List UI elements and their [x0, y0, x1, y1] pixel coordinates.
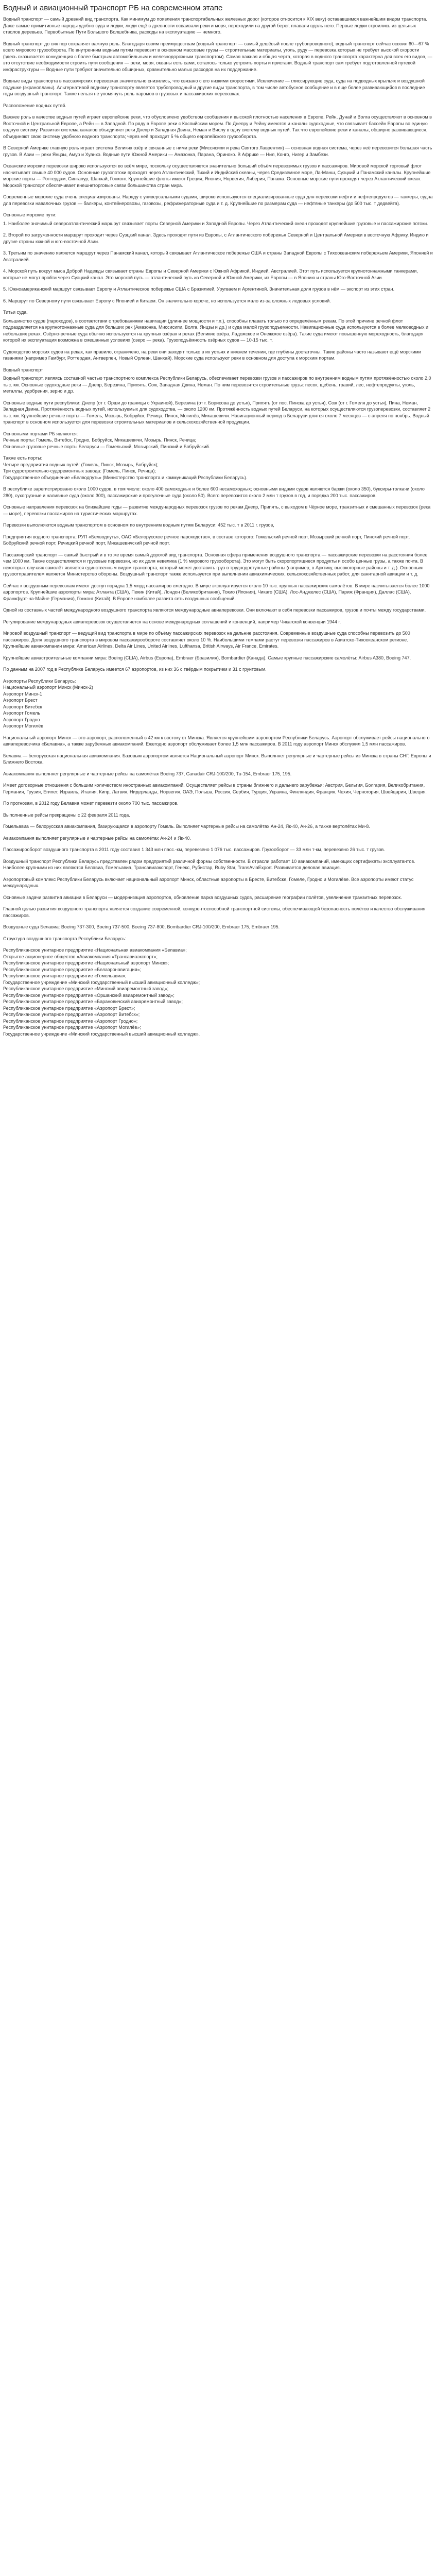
airport-item: Аэропорт Гродно	[3, 717, 40, 722]
ports-groups-heading: Также есть порты:	[3, 455, 43, 461]
structure-item: Республиканское унитарное предприятие «Минский авиаремонтный завод»;	[3, 986, 169, 991]
belavia-paragraph: Авиакомпания выполняет регулярные и чартерные рейсы на самолётах Boeing 737, Canadair CRJ-100/200, Tu-154, Embraer 175, 195.	[3, 771, 292, 776]
structure-item: Республиканское унитарное предприятие «Белаэронавигация»;	[3, 967, 142, 972]
stats-paragraph: Пассажирооборот воздушного транспорта в 2011 году составил 1 343 млн пасс.-км, перевезено 1 076 тыс. пассажиров. Грузооборот — 33 млн т-км, перевезено 26 тыс. т грузов.	[3, 847, 385, 852]
belarus-water-section	[3, 375, 433, 426]
airports-intro: По данным на 2007 год в Республике Беларусь имеется 67 аэропортов, из них 36 с твёрдым покрытием и 31 с грунтовым.	[3, 667, 267, 672]
routes-list	[3, 221, 433, 304]
fleet-paragraph: Перевозки выполняются водным транспортом в основном по внутренним водным путям Беларуси: 452 тыс. т в 2011 г. грузов,	[3, 522, 274, 528]
airport-item: Аэропорт Минск-1	[3, 691, 43, 697]
intro-paragraph: Расположение водных путей.	[3, 103, 66, 108]
air-passenger-paragraph: Сейчас к воздушным перевозкам имеют доступ порядка 1,5 млрд пассажиров ежегодно. В мире эксплуатируется около 10 тыс. крупных пассажирских самолётов. В мире насчитывается более 1000 аэропортов. Крупнейшие аэропорты мира: Атланта (США), Пекин (Китай), Лондон (Великобритания), Токио (Япония), Чикаго (США), Лос-Анджелес (США), Париж (Франция), Даллас (США), Франкфурт-на-Майне (Германия), Гонконг (Китай). В Европе наиболее развита сеть воздушных сообщений.	[3, 583, 430, 601]
intro-section	[3, 16, 433, 109]
stats-section	[3, 846, 433, 871]
structure-item: Республиканское унитарное предприятие «Национальный аэропорт Минск»;	[3, 960, 169, 965]
inland-heading: Титьи суда.	[3, 310, 28, 315]
structure-item: Республиканское унитарное предприятие «Национальная авиакомпания «Белавиа»;	[3, 947, 187, 953]
structure-item: Республиканское унитарное предприятие «Аэропорт Могилёв»;	[3, 1025, 141, 1030]
route-item: 3. Третьим по значению является маршрут через Панамский канал, который связывает Атлантическое побережье США и страны Западной Европы с Тихоокеанским побережьем Америки, Японией и Австралией.	[3, 250, 433, 262]
spacer	[3, 481, 433, 486]
belavia-result: Выполненные рейсы прекращены с 22 февраля 2011 года.	[3, 812, 130, 818]
inland-paragraph: Судоходство морских судов на реках, как правило, ограничено, на реки они заходят только в их устьях и нижнем течении, где глубины достаточны. Такие районы часто называют ещё морскими гаванями (например Гамбург, Роттердам, Антверпен, Новый Орлеан, Шанхай). Морские суда используют реки в основном для доступа к морским портам.	[3, 349, 421, 361]
belavia-more-paragraph: Имеет договорные отношения с большим количеством иностранных авиакомпаний. Осуществляет рейсы в страны ближнего и дальнего зарубежья: Австрия, Бельгия, Болгария, Великобритания, Германия, Грузия, Египет, Израиль, Италия, Кипр, Латвия, Нидерланды, Норвегия, ОАЭ, Польша, Россия, Сербия, Турция, Украина, Финляндия, Франция, Чехия, Черногория, Швейцария, Швеция.	[3, 783, 427, 794]
air-passenger-paragraph: Одной из составных частей международного воздушного транспорта являются международные авиаперевозки. Они включают в себя перевозки пассажиров, грузов и почты между государствами.	[3, 607, 426, 613]
spacer	[3, 730, 433, 735]
fleet-paragraph: Основные направления перевозок на ближайшие годы — развитие международных перевозок грузов по рекам Днепр, Припять, с выходом в Чёрное море, транзитных и смешанных перевозок (река — море), перевозки пассажиров на туристических маршрутах.	[3, 504, 431, 516]
belavia-section	[3, 735, 433, 777]
structure-item: Республиканское унитарное предприятие «Барановичский авиаремонтный завод»;	[3, 999, 183, 1004]
port-item: Речные порты: Гомель, Витебск, Гродно, Бобруйск, Микашевичи, Мозырь, Пинск, Речица;	[3, 437, 196, 443]
route-item: 1. Наиболее значимый североатлантический маршрут связывает порты Северной Америки и Западной Европы. Через Атлантический океан проходят крупнейшие грузовые и пассажирские потоки.	[3, 221, 428, 226]
airports-label: Аэропорты Республики Беларусь:	[3, 678, 76, 684]
structure-item: Республиканское унитарное предприятие «Аэропорт Гродно»;	[3, 1018, 138, 1024]
ports-lead: Основными портами РБ являются:	[3, 431, 78, 436]
final-paragraph: Основные задачи развития авиации в Беларуси — модернизация аэропортов, обновление парка воздушных судов, расширение географии полётов, увеличение транзитных перевозок.	[3, 894, 402, 900]
route-item: 6. Маршрут по Северному пути связывает Европу с Японией и Китаем. Он значительно короче, но используется мало из-за сложных ледовых условий.	[3, 298, 331, 303]
air-fleet-paragraph: Крупнейшие авиастроительные компании мира: Boeing (США), Airbus (Европа), Embraer (Бразилия), Bombardier (Канада). Самые крупные пассажирские самолёты: Airbus A380, Boeing 747.	[3, 655, 411, 660]
article-body	[3, 16, 433, 1042]
belarus-paragraph: Основные водные пути республики: Днепр (от г. Орши до границы с Украиной), Березина (от г. Борисова до устья), Припять (от пос. Пинска до устья), Сож (от г. Гомеля до устья), Пина, Неман, Западная Двина. Протяжённость водных путей, используемых для судоходства, — около 1200 км. Протяжённость водных путей Беларуси, на которых осуществляются грузоперевозки, составляет 2 тыс. км. Крупнейшие речные порты — Гомель, Мозырь, Бобруйск, Речица, Пинск, Могилёв, Микашевичи. Навигационный период в Беларуси длится около 7 месяцев — с апреля по ноябрь. Водный транспорт в основном используется для перевозки строительных материалов и сельскохозяйственной продукции.	[3, 400, 431, 425]
gomel-section	[3, 823, 433, 841]
port-item: Основные грузовые речные порты Беларуси — Гомельский, Мозырский, Пинский и Бобруйский.	[3, 444, 211, 449]
route-item: 2. Второй по загруженности маршрут проходит через Суэцкий канал. Здесь проходят пути из Европы, с Атлантического побережья Северной и Центральной Америки в восточную Африку, Индию и другие страны южной и юго-восточной Азии.	[3, 232, 429, 244]
inland-section	[3, 318, 433, 362]
final-paragraph: Воздушные суда Белавиа: Boeing 737-300, Boeing 737-500, Boeing 737-800, Bombardier CRJ-100/200, Embraer 175, Embraer 195.	[3, 924, 280, 929]
airport-item: Национальный аэропорт Минск (Минск-2)	[3, 685, 93, 690]
ports-groups-list	[3, 462, 433, 486]
gomel-paragraph: Гомельавиа — белорусская авиакомпания, базирующаяся в аэропорту Гомель. Выполняет чартерные рейсы на самолётах Ан-24, Як-40, Ан-26, а также вертолётах Ми-8.	[3, 824, 370, 829]
ocean-paragraph: Океанские морские перевозки широко используются во всём мире, поскольку осуществляются значительно больший объём перевозимых грузов и пассажиров. Мировой морской торговый флот насчитывает свыше 40 000 судов. Основные грузопотоки проходят через Атлантический, Тихий и Индийский океаны, через Средиземное море, Ла-Манш, Суэцкий и Панамский каналы. Крупнейшие морские порты — Роттердам, Сингапур, Шанхай, Гонконг. Крупнейшие флоты имеют Греция, Япония, Норвегия, Либерия, Панама. Основные морские пути проходят через Атлантический океан. Морской транспорт обеспечивает внешнеторговые связи большинства стран мира.	[3, 163, 431, 188]
belavia-paragraph: Белавиа — белорусская национальная авиакомпания. Базовым аэропортом является Национальный аэропорт Минск. Выполняет регулярные и чартерные рейсы из Минска в страны СНГ, Европы и Ближнего Востока.	[3, 753, 431, 765]
europe-section	[3, 114, 433, 140]
airports-list	[3, 684, 433, 735]
belarus-paragraph: Водный транспорт, являясь составной частью транспортного комплекса Республики Беларусь, обеспечивает перевозки грузов и пассажиров по внутренним водным путям протяжённостью около 2,0 тыс. км. Основные судоходные реки — Днепр, Березина, Припять, Сож, Западная Двина, Неман. По ним перевозятся строительные грузы: песок, щебень, гравий, лес, нефтепродукты, уголь, металлы, удобрения, зерно и др.	[3, 376, 431, 394]
fleet-section	[3, 486, 433, 547]
air-fleet-paragraph: Мировой воздушный транспорт — ведущий вид транспорта в мире по объёму пассажирских перевозок на дальние расстояния. Современные воздушные суда способны перевозить до 500 пассажиров. Доля воздушного транспорта в мировом пассажирообороте составляет около 10 %. Наибольшими темпами растут перевозки пассажиров в Азиатско-Тихоокеанском регионе. Крупнейшие авиакомпании мира: American Airlines, Delta Air Lines, United Airlines, Lufthansa, British Airways, Air France, Emirates.	[3, 631, 410, 649]
airport-item: Аэропорт Брест	[3, 698, 38, 703]
routes-heading: Основные морские пути:	[3, 212, 57, 217]
ports-list	[3, 437, 433, 455]
air-passenger-paragraph: Регулирование международных авиаперевозок осуществляется на основе международных соглашений и конвенций, например Чикагской конвенции 1944 г.	[3, 619, 341, 624]
structure-item: Открытое акционерное общество «Авиакомпания «Трансавиаэкспорт»;	[3, 954, 158, 959]
structure-item: Государственное учреждение «Минский государственный высший авиационный колледж».	[3, 1031, 200, 1037]
fleet-paragraph: Предприятия водного транспорта: РУП «Белводпуть», ОАО «Белорусское речное пароходство», в составе которого: Гомельский речной порт, Мозырский речной порт, Пинский речной порт, Бобруйский речной порт, Речицкий речной порт, Микашевичский речной порт.	[3, 534, 410, 546]
airport-item: Аэропорт Могилёв	[3, 723, 44, 728]
final-paragraph: Главной целью развития воздушного транспорта является создание современной, конкурентоспособной транспортной системы, обеспечивающей безопасность полётов и качество обслуживания пассажиров.	[3, 906, 426, 918]
ocean-section	[3, 163, 433, 207]
structure-item: Республиканское унитарное предприятие «Аэропорт Брест»;	[3, 1005, 135, 1011]
route-item: 4. Морской путь вокруг мыса Доброй Надежды связывает страны Европы и Северной Америки с Южной Африкой, Индией, Австралией. Этот путь используется крупнотоннажными танкерами, которые не могут пройти через Суэцкий канал. Это морской путь — атлантический путь из Северной и Южной Америки, из Европы — в Японию и страны Юго-Восточной Азии.	[3, 268, 418, 280]
route-item: 5. Южноамериканский маршрут связывает Европу и Атлантическое побережье США с Бразилией, Уругваем и Аргентиной. Значительная доля грузов в нём — экспорт из этих стран.	[3, 286, 395, 292]
page	[0, 0, 436, 1042]
airport-item: Аэропорт Гомель	[3, 710, 41, 716]
final-paragraph: Структура воздушного транспорта Республики Беларусь:	[3, 936, 127, 941]
structure-item: Республиканское унитарное предприятие «Оршанский авиаремонтный завод»;	[3, 992, 175, 998]
belavia-more-section	[3, 782, 433, 807]
final-paragraph: Аэропортовый комплекс Республики Беларусь включает национальный аэропорт Минск, областные аэропорты в Бресте, Витебске, Гомеле, Гродно и Могилёве. Все аэропорты имеют статус международных.	[3, 876, 414, 888]
structure-item: Республиканское унитарное предприятие «Гомельавиа»;	[3, 973, 127, 978]
port-group-item: Четыре предприятия водных путей: (Гомель, Пинск, Мозырь, Бобруйск);	[3, 462, 159, 467]
air-passenger-section	[3, 552, 433, 625]
structure-item: Республиканское унитарное предприятие «Аэропорт Витебск»;	[3, 1012, 140, 1017]
gomel-paragraph: Авиакомпания выполняет регулярные и чартерные рейсы на самолётах Ан-24 и Як-40.	[3, 835, 191, 841]
belavia-paragraph: Национальный аэропорт Минск — это аэропорт, расположенный в 42 км к востоку от Минска. Является крупнейшим аэропортом Республики Беларусь. Аэропорт обслуживает рейсы национального авиаперевозчика «Белавиа», а также зарубежных авиакомпаний. Ежегодно аэропорт обслуживает более 1,5 млн пассажиров. В 2011 году аэропорт Минск обслужил 1,5 млн пассажиров.	[3, 735, 430, 747]
air-fleet-section	[3, 630, 433, 661]
belarus-water-heading: Водный транспорт	[3, 367, 43, 372]
fleet-paragraph: В республике зарегистрировано около 1000 судов, в том числе: около 400 самоходных и более 600 несамоходных; основными видами судов являются баржи (около 350), буксиры-толкачи (около 280), сухогрузные и наливные суда (около 300), пассажирские и прогулочные суда (около 50). Всего перевозится около 2 млн т грузов в год, и порядка 200 тыс. пассажиров.	[3, 486, 425, 498]
structure-item: Государственное учреждение «Минский государственный высший авиационный колледж»;	[3, 979, 200, 985]
inland-paragraph: Большинство судов (пароходов), в соответствии с требованиями навигации (длиннее мощности и т.п.), способны плавать только по определённым рекам. По этой причине речной флот подразделяется на крупнотоннажные суда для больших рек (Амазонка, Миссисипи, Волга, Янцзы и др.) и суда малой грузоподъемности. Навигационные суда используются в более мелководных и небольших реках. Озёрно-речные суда обычно используются на крупных озёрах и реках (Великие озёра, Ладожское и Онежское озёра). Такие суда имеют повышенную мореходность, благодаря которой их эксплуатация возможна в смешанных условиях (озеро — река). Грузоподъёмность озёрных судов — 10-15 тыс. т.	[3, 318, 429, 343]
intro-paragraph: Водные виды транспорта в пассажирских перевозках значительно снизились, что связано с его низкими скоростями. Исключение — глиссирующие суда, суда на подводных крыльях и воздушной подушке (экранопланы). Альтернативой водному транспорту является трубопроводный и другие виды транспорта, в том числе автобусное сообщение и в еще более развивающийся в последние годы воздушный транспорт. Также нельзя не упомянуть роль паромов в грузовых и пассажирских перевозках.	[3, 78, 425, 96]
final-section	[3, 876, 433, 942]
ocean-paragraph: Современные морские суда очень специализированы. Наряду с универсальными судами, широко используются специализированные суда для перевозки нефти и нефтепродуктов — танкеры, судна для перевозки навалочных грузов — балкеры, контейнеровозы, газовозы, рефрижераторные суда и т. д. Крупнейшие по размерам суда — нефтяные танкеры (до 500 тыс. т дедвейта).	[3, 194, 433, 206]
spacer	[3, 450, 433, 455]
europe-paragraph: Важнее роль в качестве водных путей играет европейские реки, что обусловлено удобством сообщения и высокой плотностью населения в Европе. Рейн, Дунай и Волга осуществляют в основном в Восточной и Центральной Европе, а Рейн — в Западной. По ряду в Европе реки с Каспийским морем. По Днепру и Рейну имеются и каналы судоходные, что связывает бассейн Европы во единую водную систему. Развитая система каналов объединяет реки Днепр и Западная Двина, Неман и Вислу в одну систему водных путей. Так что европейские реки и каналы, обширно развивающиеся, объединяют свою систему удобного водного транспорта; через неё проходит 5 % общего европейского грузооборота.	[3, 114, 432, 139]
stats-paragraph: Воздушный транспорт Республики Беларусь представлен рядом предприятий различной формы собственности. В отрасли работает 10 авиакомпаний, имеющих сертификаты эксплуатантов. Наиболее крупными из них являются Белавиа, Гомельавиа, Трансавиаэкспорт, Генекс, Рубистар, Ruby Star, TransAviaExport. Развивается деловая авиация.	[3, 858, 415, 870]
north-america-paragraph: В Северной Америке главную роль играет система Великих озёр и связанные с ними реки (Миссисипи и река Святого Лаврентия) — основная водная система, через неё перевозится большая часть грузов. В Азии — реки Янцзы, Амур и Хуанхэ. Водные пути Южной Америки — Амазонка, Парана, Ориноко. В Африке — Нил, Конго, Нигер и Замбези.	[3, 145, 432, 157]
port-group-item: Государственное объединение «Белводпуть» (Министерство транспорта и коммуникаций Республики Беларусь).	[3, 474, 248, 480]
page-title: Водный и авиационный транспорт РБ на современном этапе	[3, 4, 223, 12]
intro-paragraph: Водный транспорт — самый древний вид транспорта. Как минимум до появления транспортабельных железных дорог (которое относится к XIX веку) остававшимся важнейшим видом транспорта. Даже самые примитивные народы удобно суда и лодки, люди ещё в древности осваивали реки и моря, переходили на другой берег, плавали вдоль него. Первые лодки строились из цельных стволов деревьев. Первобытные Пути Большого Волшебника, расходы на эксплуатацию — немного.	[3, 16, 427, 35]
spacer	[3, 1037, 433, 1042]
structure-list	[3, 947, 433, 1042]
intro-paragraph: Водный транспорт до сих пор сохраняет важную роль. Благодаря своим преимуществам (водный транспорт — самый дешёвый после трубопроводного), водный транспорт сейчас освоил 60—67 % всего мирового грузооборота. По внутренним водным путям перевозят в основном массовые грузы — строительные материалы, уголь, руду — перевозка которых не требует высокой скорости (здесь сказывается конкуренция с более быстрым автомобильным и железнодорожным транспортом). Самая важная и общая черта, которая в водного транспорта характерна для всех его видов, — это отсутствие необходимости строить пути сообщения — реки, моря, океаны есть сами, осталось только устроить порты и пристани. Водный транспорт сам требует подготовленной путевой инфраструктуры — Водные пути требуют значительно обширных, сравнительно малых расходов на их поддержание.	[3, 41, 432, 72]
air-passenger-paragraph: Пассажирский транспорт — самый быстрый и в то же время самый дорогой вид транспорта. Основная сфера применения воздушного транспорта — пассажирские перевозки на расстояния более чем 1000 км. Также осуществляются и грузовые перевозки, но их доля невелика (1 % мирового грузооборота). Это могут быть скоропортящиеся продукты и особо ценные грузы, а также почта. В некоторых случаях самолёт является единственным видом транспорта, который может доставить груз в труднодоступные районы (например, в Арктику, высокогорные районы и т. д.). Основным грузоотправителем является Министерство обороны. Воздушный транспорт также используется при выполнении авиахимических, сельскохозяйственных работ, для санитарной авиации и т. д.	[3, 552, 428, 577]
belavia-more-paragraph: По прогнозам, в 2012 году Белавиа может перевезти около 700 тыс. пассажиров.	[3, 801, 179, 806]
port-group-item: Три судостроительно-судоремонтных завода: (Гомель, Пинск, Речица);	[3, 468, 156, 473]
airport-item: Аэропорт Витебск	[3, 704, 42, 709]
